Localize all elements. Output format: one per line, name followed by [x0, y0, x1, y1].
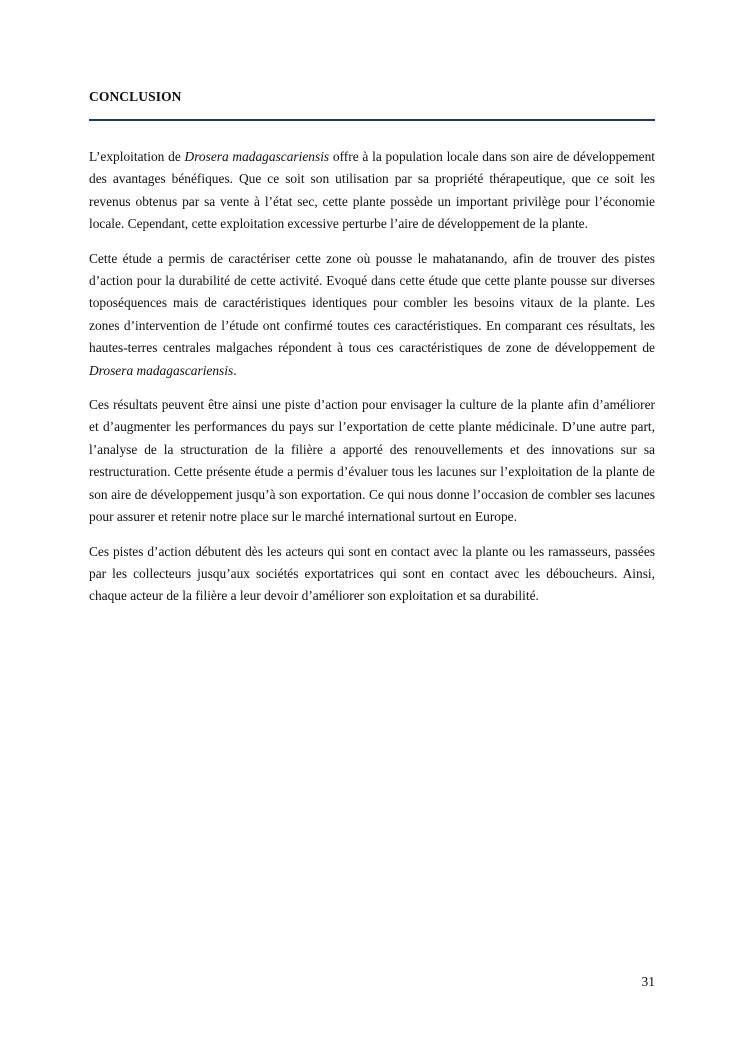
paragraph-1-text-a: L’exploitation de: [89, 149, 185, 164]
paragraph-2-text-b: .: [233, 362, 237, 378]
paragraph-3: Ces résultats peuvent être ainsi une piste d’action pour envisager la culture de la plante afin d’améliorer et d’augmenter les performances du pays sur l’exportation de cette plante médicinale. D’une autre part, l’analyse de la structuration de la filière a apporté des renouvellements et des innovations sur sa restructuration. Cette présente étude a permis d’évaluer tous les lacunes sur l’exploitation de la plante de son aire de développement jusqu’à son exportation. Ce qui nous donne l’occasion de combler ses lacunes pour assurer et retenir notre place sur le marché international surtout en Europe.: [89, 397, 655, 525]
species-name: Drosera madagascariensis: [89, 362, 234, 378]
page-number: 31: [641, 974, 655, 989]
species-name: Drosera madagascariensis: [184, 149, 330, 164]
body-text: [89, 146, 655, 620]
section-heading: CONCLUSION: [89, 89, 182, 104]
paragraph-2-text-a: Cette étude a permis de caractériser cette zone où pousse le mahatanando, afin de trouver des pistes d’action pour la durabilité de cette activité. Evoqué dans cette étude que cette plante pousse sur diverses toposéquences mais de caractéristiques identiques pour combler les besoins vitaux de la plante. Les zones d’intervention de l’étude ont confirmé toutes ces caractéristiques. En comparant ces résultats, les hautes-terres centrales malgaches répondent à tous ces caractéristiques de zone de développement de: [89, 250, 655, 356]
paragraph-4: Ces pistes d’action débutent dès les acteurs qui sont en contact avec la plante ou les ramasseurs, passées par les collecteurs jusqu’aux sociétés exportatrices qui sont en contact avec les déboucheurs. Ainsi, chaque acteur de la filière a leur devoir d’améliorer son exploitation et sa durabilité.: [89, 543, 655, 604]
paragraph-1-text-b: offre à la population locale dans son aire de développement des avantages bénéfiques. Que ce soit son utilisation par sa propriété thérapeutique, que ce soit les revenus obtenus par sa vente à l’état sec, cette plante possède un important privilège pour l’économie locale. Cependant, cette exploitation excessive perturbe l’aire de développement de la plante.: [89, 149, 655, 232]
paragraph-1: [89, 146, 655, 236]
paragraph-2: [89, 248, 655, 382]
heading-divider: [89, 119, 655, 121]
